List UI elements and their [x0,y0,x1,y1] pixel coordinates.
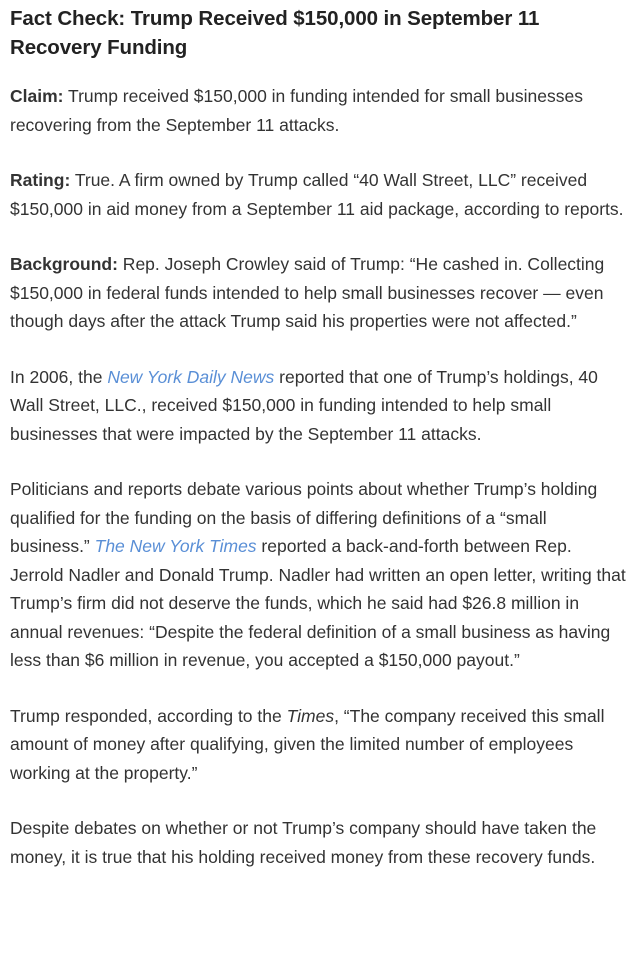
politicians-text-before: Politicians and reports debate various points about whether Trump’s holding qualified for the funding on the basis of differing definitions of a “small business.” [10,479,598,556]
rating-label: Rating: [10,170,71,190]
claim-label: Claim: [10,86,64,106]
background-paragraph [10,250,630,336]
times-publication: Times [286,705,335,726]
rating-text: True. A firm owned by Trump called “40 Wall Street, LLC” received $150,000 in aid money from a September 11 aid package, according to reports. [10,170,624,219]
daily-news-link[interactable]: New York Daily News [107,366,275,387]
daily-news-paragraph [10,363,630,449]
claim-text: Trump received $150,000 in funding intended for small businesses recovering from the September 11 attacks. [10,86,583,135]
claim-paragraph [10,82,630,139]
background-text: Rep. Joseph Crowley said of Trump: “He cashed in. Collecting $150,000 in federal funds intended to help small businesses recover — even though days after the attack Trump said his properties were not affected.” [10,254,605,331]
daily-news-text-before: In 2006, the [10,366,108,387]
conclusion-paragraph: Despite debates on whether or not Trump’s company should have taken the money, it is true that his holding received money from these recovery funds. [10,818,597,867]
politicians-paragraph [10,475,630,675]
politicians-text-after: reported a back-and-forth between Rep. Jerrold Nadler and Donald Trump. Nadler had written an open letter, writing that Trump’s firm did not deserve the funds, which he said had $26.8 million in annual revenues: “Despite the federal definition of a small business as having less than $6 million in revenue, you accepted a $150,000 payout.” [10,536,626,670]
article-title: Fact Check: Trump Received $150,000 in September 11 Recovery Funding [10,7,540,59]
response-text-before: Trump responded, according to the [10,705,287,726]
response-paragraph [10,702,630,788]
daily-news-text-after: reported that one of Trump’s holdings, 40 Wall Street, LLC., received $150,000 in funding intended to help small businesses that were impacted by the September 11 attacks. [10,366,598,444]
background-label: Background: [10,254,118,274]
response-text-after: , “The company received this small amount of money after qualifying, given the limited number of employees working at the property.” [10,705,605,783]
nyt-link[interactable]: The New York Times [94,536,257,556]
rating-paragraph [10,166,630,223]
